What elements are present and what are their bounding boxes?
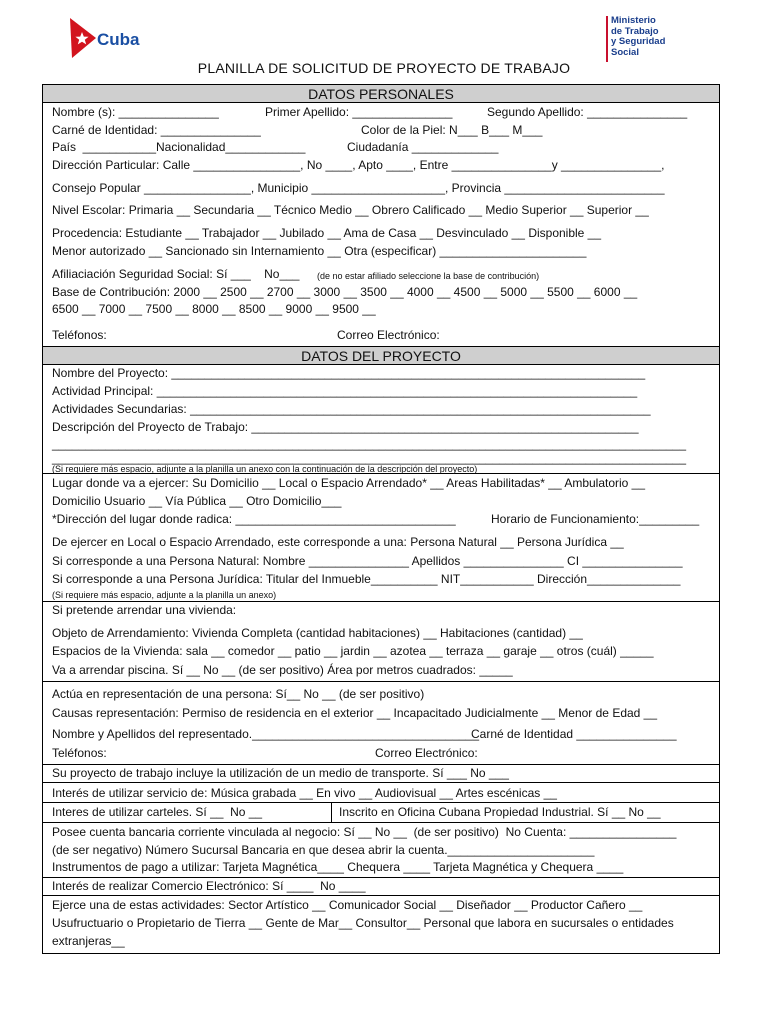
industrial-property-field[interactable]: Inscrito en Oficina Cubana Propiedad Industrial. Sí __ No __ bbox=[339, 805, 661, 819]
transport-block bbox=[43, 765, 719, 783]
project-description-line-2[interactable]: _______________________________________________________________________________________________ bbox=[52, 437, 687, 451]
ministry-logo bbox=[606, 16, 668, 64]
ministry-logo-bar bbox=[606, 16, 608, 62]
represented-id-field[interactable]: Carné de Identidad _______________ bbox=[471, 727, 677, 741]
project-name-field[interactable]: Nombre del Proyecto: _______________________________________________________________________ bbox=[52, 366, 646, 380]
opening-hours-field[interactable]: Horario de Funcionamiento:_________ bbox=[491, 512, 700, 526]
section-header-project: DATOS DEL PROYECTO bbox=[43, 347, 719, 365]
bank-branch-field[interactable]: (de ser negativo) Número Sucursal Bancaria en que desea abrir la cuenta.______________________ bbox=[52, 843, 595, 857]
country-field[interactable]: País ___________ bbox=[52, 140, 157, 154]
cuba-star-flag-icon bbox=[70, 18, 98, 60]
application-form bbox=[42, 84, 720, 954]
activities-field-end[interactable]: extranjeras__ bbox=[52, 934, 125, 948]
pool-rental-field[interactable]: Va a arrendar piscina. Sí __ No __ (de ser positivo) Área por metros cuadrados: _____ bbox=[52, 663, 513, 677]
representation-cause-field[interactable]: Causas representación: Permiso de residencia en el exterior __ Incapacitado Judicialmente __ Menor de Edad __ bbox=[52, 706, 658, 720]
address-field[interactable]: Dirección Particular: Calle ________________, No ____, Apto ____, Entre _______________y _______________, bbox=[52, 158, 665, 172]
first-surname-field[interactable]: Primer Apellido: _______________ bbox=[265, 105, 453, 119]
posters-block bbox=[43, 803, 719, 823]
bank-account-field[interactable]: Posee cuenta bancaria corriente vinculada al negocio: Sí __ No __ (de ser positivo) No Cuenta: ________________ bbox=[52, 825, 677, 839]
contribution-base-field-cont[interactable]: 6500 __ 7000 __ 7500 __ 8000 __ 8500 __ 9000 __ 9500 __ bbox=[52, 302, 376, 316]
premises-owner-type-field[interactable]: De ejercer en Local o Espacio Arrendado, este corresponde a una: Persona Natural __ Persona Jurídica __ bbox=[52, 535, 624, 549]
project-description-block bbox=[43, 365, 719, 474]
represented-phones-label: Teléfonos: bbox=[52, 746, 107, 760]
work-place-field[interactable]: Lugar donde va a ejercer: Su Domicilio __ Local o Espacio Arrendado* __ Areas Habilitadas* __ Ambulatorio __ bbox=[52, 476, 646, 490]
skin-color-field[interactable]: Color de la Piel: N___ B___ M___ bbox=[361, 123, 543, 137]
email-label: Correo Electrónico: bbox=[337, 328, 440, 342]
nationality-field[interactable]: Nacionalidad____________ bbox=[156, 140, 306, 154]
natural-person-field[interactable]: Si corresponde a una Persona Natural: Nombre _______________ Apellidos _______________ CI _______________ bbox=[52, 554, 683, 568]
phones-label: Teléfonos: bbox=[52, 328, 107, 342]
personal-data-block bbox=[43, 103, 719, 347]
project-description-line-3[interactable]: _______________________________________________________________________________________________ bbox=[52, 451, 687, 465]
section-header-personal: DATOS PERSONALES bbox=[43, 85, 719, 103]
represented-email-label: Correo Electrónico: bbox=[375, 746, 478, 760]
activities-block bbox=[43, 896, 719, 953]
work-address-field[interactable]: *Dirección del lugar donde radica: _________________________________ bbox=[52, 512, 456, 526]
secondary-activities-field[interactable]: Actividades Secundarias: _____________________________________________________________________ bbox=[52, 402, 651, 416]
cuba-logo-text: Cuba bbox=[97, 30, 140, 49]
activities-field-cont[interactable]: Usufructuario o Propietario de Tierra __ Gente de Mar__ Consultor__ Personal que labora en sucursales o entidades bbox=[52, 916, 674, 930]
work-place-field-cont[interactable]: Domicilio Usuario __ Vía Pública __ Otro Domicilio___ bbox=[52, 494, 342, 508]
ecommerce-block bbox=[43, 878, 719, 896]
posters-divider bbox=[331, 803, 332, 822]
main-activity-field[interactable]: Actividad Principal: ________________________________________________________________________ bbox=[52, 384, 638, 398]
rental-object-field[interactable]: Objeto de Arrendamiento: Vivienda Completa (cantidad habitaciones) __ Habitaciones (cantidad) __ bbox=[52, 626, 583, 640]
services-field[interactable]: Interés de utilizar servicio de: Música grabada __ En vivo __ Audiovisual __ Artes escénicas __ bbox=[52, 786, 557, 800]
project-description-note: (Si requiere más espacio, adjunte a la planilla un anexo con la continuación de la descripción del proyecto) bbox=[52, 464, 478, 474]
services-block bbox=[43, 783, 719, 803]
cuba-logo bbox=[70, 18, 140, 60]
transport-field[interactable]: Su proyecto de trabajo incluye la utilización de un medio de transporte. Sí ___ No ___ bbox=[52, 766, 509, 780]
work-location-note: (Si requiere más espacio, adjunte a la planilla un anexo) bbox=[52, 590, 277, 600]
representation-field[interactable]: Actúa en representación de una persona: Sí__ No __ (de ser positivo) bbox=[52, 687, 425, 701]
representation-block bbox=[43, 682, 719, 765]
education-level-field[interactable]: Nivel Escolar: Primaria __ Secundaria __ Técnico Medio __ Obrero Calificado __ Medio Superior __ Superior __ bbox=[52, 203, 649, 217]
social-security-field[interactable]: Afiliaciación Seguridad Social: Sí ___ No___ bbox=[52, 267, 300, 281]
represented-name-field[interactable]: Nombre y Apellidos del representado.__________________________________ bbox=[52, 727, 480, 741]
bank-account-block bbox=[43, 823, 719, 878]
activities-field[interactable]: Ejerce una de estas actividades: Sector Artístico __ Comunicador Social __ Diseñador __ Productor Cañero __ bbox=[52, 898, 643, 912]
form-title: PLANILLA DE SOLICITUD DE PROYECTO DE TRABAJO bbox=[197, 60, 571, 76]
project-description-field[interactable]: Descripción del Proyecto de Trabajo: __________________________________________________________ bbox=[52, 420, 639, 434]
payment-instruments-field[interactable]: Instrumentos de pago a utilizar: Tarjeta Magnética____ Chequera ____ Tarjeta Magnética y Chequera ____ bbox=[52, 860, 624, 874]
other-origin-field[interactable]: Menor autorizado __ Sancionado sin Internamiento __ Otra (especificar) ______________________ bbox=[52, 244, 587, 258]
housing-spaces-field[interactable]: Espacios de la Vivienda: sala __ comedor __ patio __ jardin __ azotea __ terraza __ garaje __ otros (cuál) _____ bbox=[52, 644, 654, 658]
housing-rental-label: Si pretende arrendar una vivienda: bbox=[52, 603, 237, 617]
id-card-field[interactable]: Carné de Identidad: _______________ bbox=[52, 123, 261, 137]
contribution-base-field[interactable]: Base de Contribución: 2000 __ 2500 __ 2700 __ 3000 __ 3500 __ 4000 __ 4500 __ 5000 __ 5500 __ 6000 __ bbox=[52, 285, 638, 299]
ministry-logo-text: Ministerio de Trabajo y Seguridad Social bbox=[611, 15, 666, 58]
ecommerce-field[interactable]: Interés de realizar Comercio Electrónico: Sí ____ No ____ bbox=[52, 879, 366, 893]
social-security-note: (de no estar afiliado seleccione la base de contribución) bbox=[317, 271, 540, 281]
legal-person-field[interactable]: Si corresponde a una Persona Jurídica: Titular del Inmueble__________ NIT___________ Dirección______________ bbox=[52, 572, 681, 586]
second-surname-field[interactable]: Segundo Apellido: _______________ bbox=[487, 105, 688, 119]
posters-field[interactable]: Interes de utilizar carteles. Sí __ No __ bbox=[52, 805, 263, 819]
origin-field[interactable]: Procedencia: Estudiante __ Trabajador __ Jubilado __ Ama de Casa __ Desvinculado __ Disponible __ bbox=[52, 226, 602, 240]
first-name-field[interactable]: Nombre (s): _______________ bbox=[52, 105, 219, 119]
housing-rental-block bbox=[43, 602, 719, 682]
work-location-block bbox=[43, 474, 719, 602]
citizenship-field[interactable]: Ciudadanía _____________ bbox=[347, 140, 499, 154]
locality-field[interactable]: Consejo Popular ________________, Municipio ____________________, Provincia ________________________ bbox=[52, 181, 665, 195]
